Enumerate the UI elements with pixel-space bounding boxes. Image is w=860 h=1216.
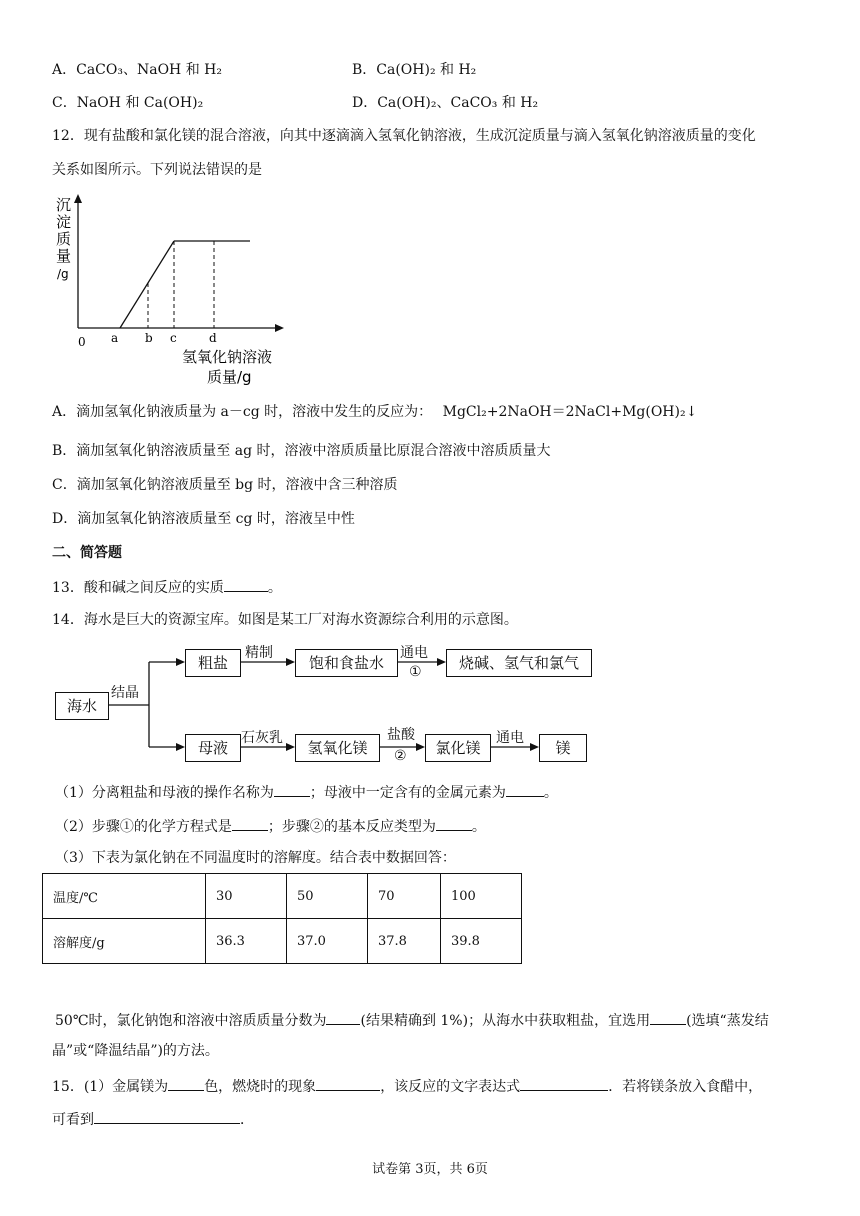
x-axis-arrow: [275, 324, 284, 332]
box-seawater: 海水: [55, 692, 109, 720]
q11-option-c: C．NaOH 和 Ca(OH)₂: [52, 95, 204, 111]
label-electrolysis-1: 通电: [400, 645, 428, 661]
section-heading: 二、简答题: [52, 545, 122, 561]
q15-end: ．: [240, 1112, 254, 1128]
q15-blank-expression[interactable]: [520, 1076, 608, 1091]
label-crystallize: 结晶: [111, 685, 139, 701]
box-products: 烧碱、氢气和氯气: [446, 649, 592, 677]
label-refine: 精制: [245, 645, 273, 661]
label-step-2: ②: [394, 748, 407, 764]
solubility-table: [42, 873, 522, 964]
tick-b: b: [145, 331, 153, 345]
table-cell: 70: [368, 874, 441, 919]
tick-c: c: [170, 331, 177, 345]
q13-text: 13．酸和碱之间反应的实质: [52, 580, 224, 596]
q12-option-d: D．滴加氢氧化钠溶液质量至 cg 时，溶液呈中性: [52, 511, 355, 527]
q14-part2-text-a: （2）步骤①的化学方程式是: [55, 819, 232, 835]
q15-line1: [52, 1076, 762, 1097]
page-footer: 试卷第 3页，共 6页: [372, 1162, 488, 1177]
precipitate-graph: [52, 190, 292, 390]
q15-blank-observation[interactable]: [94, 1109, 240, 1124]
q14-stem: 14．海水是巨大的资源宝库。如图是某工厂对海水资源综合利用的示意图。: [52, 612, 518, 628]
box-mg-hydroxide: 氢氧化镁: [295, 734, 380, 762]
tick-a: a: [111, 331, 119, 345]
q14-part2-blank-1[interactable]: [232, 816, 268, 831]
y-label-char-4: 量: [56, 247, 72, 265]
seawater-flowchart: [52, 644, 612, 774]
table-header-solubility: 溶解度/g: [43, 919, 206, 964]
label-step-1: ①: [409, 664, 422, 680]
label-hcl: 盐酸: [387, 727, 415, 743]
q14-part2-blank-2[interactable]: [436, 816, 472, 831]
q15-line2: [52, 1109, 254, 1130]
table-header-temperature: 温度/℃: [43, 874, 206, 919]
q12-stem-line2: 关系如图所示。下列说法错误的是: [52, 162, 262, 178]
q14-part1-blank-1[interactable]: [274, 782, 310, 797]
q13: [52, 577, 282, 598]
tick-d: d: [209, 331, 217, 345]
q11-option-a: A．CaCO₃、NaOH 和 H₂: [52, 62, 222, 78]
q15-text-c: ，该反应的文字表达式: [380, 1079, 521, 1095]
q14-part1-text-a: （1）分离粗盐和母液的操作名称为: [55, 785, 274, 801]
box-mother-liquor: 母液: [185, 734, 241, 762]
table-cell: 50: [287, 874, 368, 919]
q14-part4-text-b: (结果精确到 1%)；从海水中获取粗盐，宜选用: [360, 1013, 651, 1029]
table-cell: 37.0: [287, 919, 368, 964]
q14-part1-end: 。: [543, 785, 558, 801]
q15-text-d: ．若将镁条放入食醋中，: [608, 1079, 763, 1095]
q14-part1: [55, 782, 558, 803]
q12-stem-line1: 12．现有盐酸和氯化镁的混合溶液，向其中逐滴滴入氢氧化钠溶液，生成沉淀质量与滴入氢氧化钠溶液质量的变化: [52, 128, 756, 144]
y-label-char-1: 沉: [56, 196, 72, 214]
q14-part4-line1: [55, 1010, 769, 1031]
q14-part4-line2: 晶”或“降温结晶”)的方法。: [52, 1043, 219, 1059]
y-label-char-3: 质: [56, 230, 72, 248]
label-lime-milk: 石灰乳: [241, 730, 283, 746]
q14-part2: [55, 816, 486, 837]
table-row-temperature: [43, 874, 522, 919]
q12-option-a-equation: MgCl₂+2NaOH＝2NaCl+Mg(OH)₂↓: [442, 404, 698, 420]
q15-text-line2: 可看到: [52, 1112, 94, 1128]
q14-part4-text-a: 50℃时，氯化钠饱和溶液中溶质质量分数为: [55, 1013, 327, 1029]
x-label-line2: 质量/g: [207, 368, 252, 386]
q13-blank[interactable]: [224, 577, 268, 592]
table-cell: 36.3: [206, 919, 287, 964]
q15-text-b: 色，燃烧时的现象: [204, 1079, 317, 1095]
q14-part4-text-c: (选填“蒸发结: [686, 1013, 769, 1029]
y-label-unit: /g: [57, 267, 69, 281]
x-label-line1: 氢氧化钠溶液: [182, 348, 273, 366]
table-cell: 37.8: [368, 919, 441, 964]
y-label-char-2: 淀: [56, 213, 72, 231]
rising-segment: [120, 241, 174, 328]
q14-part4-blank-2[interactable]: [650, 1010, 686, 1025]
box-magnesium: 镁: [539, 734, 587, 762]
q15-blank-color[interactable]: [168, 1076, 204, 1091]
q14-part3: （3）下表为氯化钠在不同温度时的溶解度。结合表中数据回答：: [55, 850, 456, 866]
y-axis-arrow: [74, 194, 82, 203]
q15-text-a: 15．(1）金属镁为: [52, 1079, 169, 1095]
q12-option-b: B．滴加氢氧化钠溶液质量至 ag 时，溶液中溶质质量比原混合溶液中溶质质量大: [52, 443, 551, 459]
q14-part1-text-b: ；母液中一定含有的金属元素为: [309, 785, 506, 801]
label-electrolysis-2: 通电: [496, 730, 524, 746]
table-cell: 39.8: [441, 919, 522, 964]
box-crude-salt: 粗盐: [185, 649, 241, 677]
precipitate-graph-svg: [52, 190, 292, 390]
origin-label: 0: [78, 335, 86, 349]
q14-part4-blank-1[interactable]: [326, 1010, 360, 1025]
box-mg-chloride: 氯化镁: [425, 734, 491, 762]
q12-option-a-text: A．滴加氢氧化钠液质量为 a－cg 时，溶液中发生的反应为：: [52, 404, 433, 420]
q14-part2-text-b: ；步骤②的基本反应类型为: [267, 819, 436, 835]
q12-option-a: [52, 402, 697, 422]
q12-option-c: C．滴加氢氧化钠溶液质量至 bg 时，溶液中含三种溶质: [52, 477, 398, 493]
table-cell: 30: [206, 874, 287, 919]
table-cell: 100: [441, 874, 522, 919]
q14-part1-blank-2[interactable]: [506, 782, 544, 797]
q11-option-d: D．Ca(OH)₂、CaCO₃ 和 H₂: [352, 95, 539, 111]
box-saturated-brine: 饱和食盐水: [295, 649, 398, 677]
q15-blank-phenomenon[interactable]: [316, 1076, 380, 1091]
table-row-solubility: [43, 919, 522, 964]
q11-option-b: B．Ca(OH)₂ 和 H₂: [352, 62, 477, 78]
q13-end: 。: [267, 580, 282, 596]
q14-part2-end: 。: [471, 819, 486, 835]
